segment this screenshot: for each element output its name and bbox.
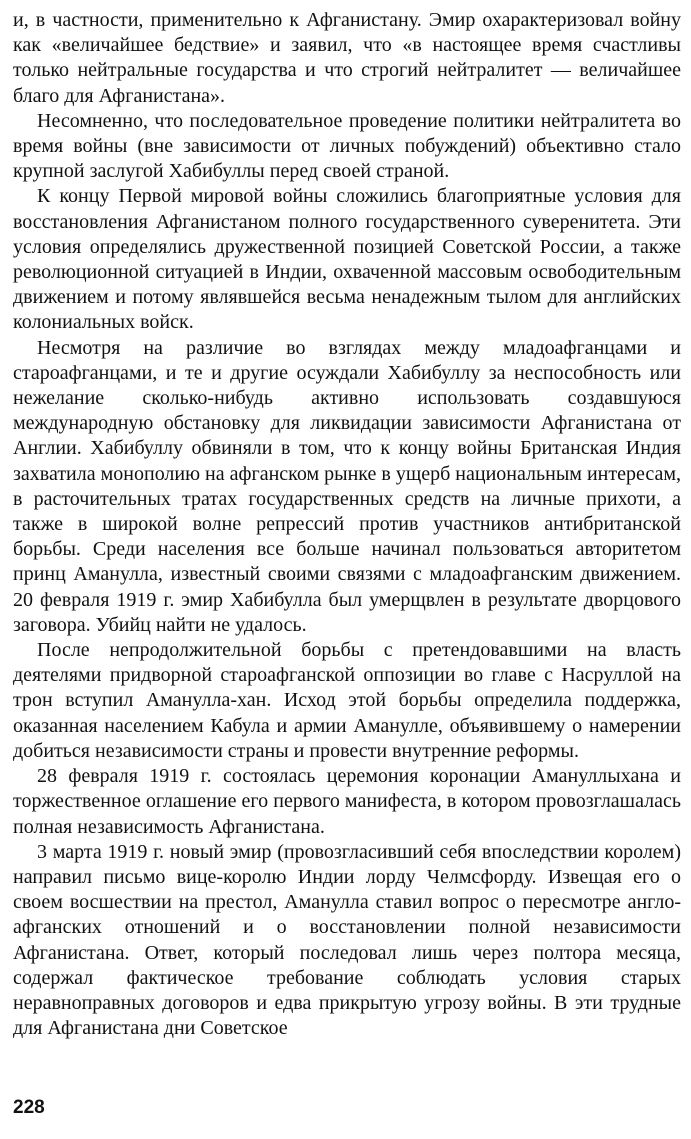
paragraph-5: После непродолжительной борьбы с претендовавшими на власть деятелями придворной староафганской оппозиции во главе с Насруллой на трон вступил Аманулла-хан. Исход этой борьбы определила поддержка, оказанная населением Кабула и армии Аманулле, объявившему о намерении добиться независимости страны и провести внутренние реформы. xyxy=(13,639,681,762)
paragraph-7: 3 марта 1919 г. новый эмир (провозгласивший себя впоследствии королем) направил письмо вице-королю Индии лорду Челмсфорду. Извещая его о своем восшествии на престол, Аманулла ставил вопрос о пересмотре англо-афганских отношений и о восстановлении полной независимости Афганистана. Ответ, который последовал лишь через полтора месяца, содержал фактическое требование соблюдать условия старых неравноправных договоров и едва прикрытую угрозу войны. В эти трудные для Афганистана дни Советское xyxy=(13,840,681,1040)
paragraph-1: и, в частности, применительно к Афганистану. Эмир охарактеризовал войну как «величайшее бедствие» и заявил, что «в настоящее время счастливы только нейтральные государства и что строгий нейтралитет — величайшее благо для Афганистана». xyxy=(13,9,681,107)
page-number: 228 xyxy=(13,1097,45,1118)
paragraph-2: Несомненно, что последовательное проведение политики нейтралитета во время войны (вне зависимости от личных побуждений) объективно стало крупной заслугой Хабибуллы перед своей страной. xyxy=(13,109,681,183)
paragraph-6: 28 февраля 1919 г. состоялась церемония коронации Амануллыхана и торжественное оглашение его первого манифеста, в котором провозглашалась полная независимость Афганистана. xyxy=(13,765,681,838)
paragraph-4: Несмотря на различие во взглядах между младоафганцами и староафганцами, и те и другие осуждали Хабибуллу за неспособность или нежелание сколько-нибудь активно использовать создавшуюся международную обстановку для ликвидации зависимости Афганистана от Англии. Хабибуллу обвиняли в том, что к концу войны Британская Индия захватила монополию на афганском рынке в ущерб национальным интересам, в расточительных тратах государственных средств на личные прихоти, а также в широкой волне репрессий против участников антибританской борьбы. Среди населения все больше начинал пользоваться авторитетом принц Аманулла, известный своими связями с младоафганским движением. 20 февраля 1919 г. эмир Хабибулла был умерщвлен в результате дворцового заговора. Убийц найти не удалось. xyxy=(13,336,681,636)
page-text xyxy=(13,8,681,1041)
paragraph-3: К концу Первой мировой войны сложились благоприятные условия для восстановления Афганистаном полного государственного суверенитета. Эти условия определялись дружественной позицией Советской России, а также революционной ситуацией в Индии, охваченной массовым освободительным движением и потому являвшейся весьма ненадежным тылом для английских колониальных войск. xyxy=(13,185,681,334)
